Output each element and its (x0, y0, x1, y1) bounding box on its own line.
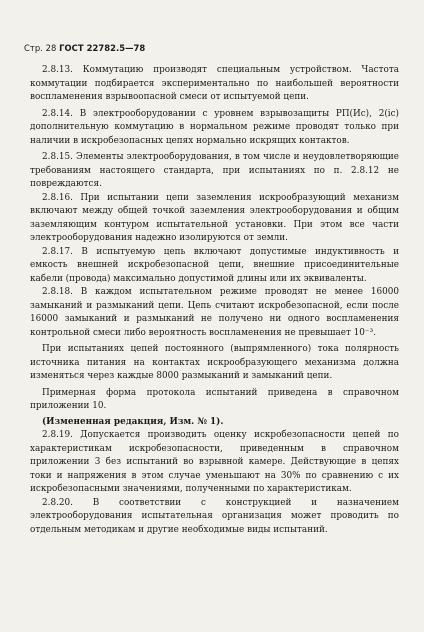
paragraph-2-8-19: 2.8.19. Допускается производить оценку искробезопасности цепей по характеристикам искробезопасности, приведенным в справочном приложении 3 без испытаний во взрывной камере. Действующие в цепях токи и напряжения в этом случае уменьшают на 30% по сравнению с их искробезопасными значениями, полученными по характеристикам. (30, 430, 399, 494)
paragraph-2-8-18: 2.8.18. В каждом испытательном режиме проводят не менее 16000 замыканий и размыканий цепи. Цепь считают искробезопасной, если после 16000 замыканий и размыканий не получено ни одного воспламенения контрольной смеси либо вероятность воспламенения не превышает 10⁻³. (30, 287, 399, 338)
page-number: Стр. 28 (24, 43, 57, 53)
paragraph-2-8-13: 2.8.13. Коммутацию производят специальным устройством. Частота коммутации подбирается экспериментально по наибольшей вероятности воспламенения взрывоопасной смеси от испытуемой цепи. (30, 65, 399, 102)
paragraph-2-8-17: 2.8.17. В испытуемую цепь включают допустимые индуктивность и емкость внешней искробезопасной цепи, внешние присоединительные кабели (провода) максимально допустимой длины или их эквиваленты. (30, 246, 399, 284)
document-body (30, 64, 399, 537)
paragraph-2-8-20: 2.8.20. В соответствии с конструкцией и назначением электрооборудования испытательная организация может проводить по отдельным методикам и другие необходимые виды испытаний. (30, 497, 399, 535)
paragraph-polarity: При испытаниях цепей постоянного (выпрямленного) тока полярность источника питания на контактах искрообразующего механизма должна изменяться через каждые 8000 размыканий и замыканий цепи. (30, 344, 399, 381)
amendment-note: (Измененная редакция, Изм. № 1). (42, 416, 224, 427)
paragraph-2-8-14: 2.8.14. В электрооборудовании с уровнем взрывозащиты РП(Ис), 2(ic) дополнительную коммутацию в нормальном режиме проводят только при наличии в искробезопасных цепях нормально искрящих контактов. (30, 108, 399, 146)
paragraph-protocol-form: Примерная форма протокола испытаний приведена в справочном приложении 10. (30, 387, 399, 411)
paragraph-2-8-16: 2.8.16. При испытании цепи заземления искрообразующий механизм включают между общей точкой заземления электрооборудования и общим заземляющим контуром испытательной установки. При этом все части электрооборудования надежно изолируются от земли. (30, 192, 399, 243)
page-header (24, 43, 145, 53)
document-code: ГОСТ 22782.5—78 (59, 43, 146, 53)
paragraph-2-8-15: 2.8.15. Элементы электрооборудования, в том числе и неудовлетворяющие требованиям настоящего стандарта, при испытаниях по п. 2.8.12 не повреждаются. (30, 152, 399, 189)
